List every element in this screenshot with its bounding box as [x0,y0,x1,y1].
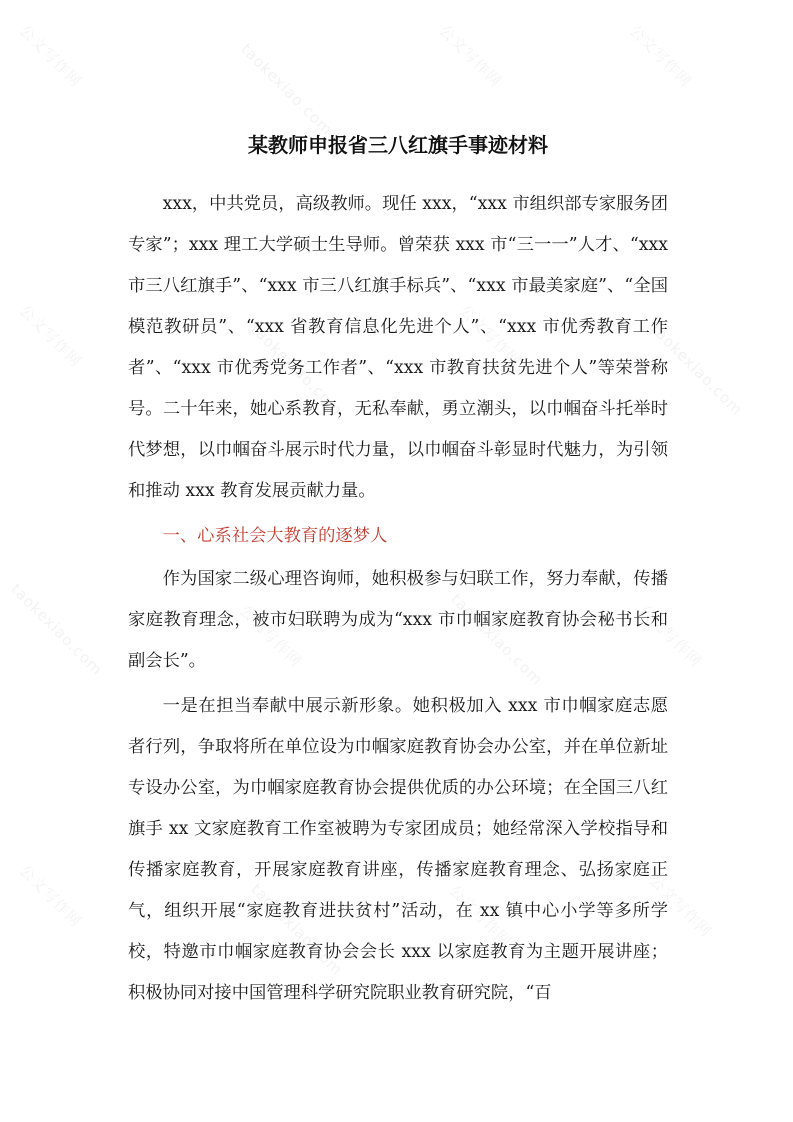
document-title: 某教师申报省三八红旗手事迹材料 [248,133,548,157]
section-paragraph: 作为国家二级心理咨询师，她积极参与妇联工作，努力奉献，传播家庭教育理念，被市妇联聘为成为“xxx 市巾帼家庭教育协会秘书长和副会长”。 [128,569,668,671]
watermark-text: taokexiao.com [247,880,347,980]
watermark-text: 公文写作网 [235,601,306,671]
watermark-text: 公文写作网 [455,301,526,371]
watermark-text: 公文写作网 [15,861,86,931]
watermark-text: 公文写作网 [645,871,716,941]
watermark-text: 公文写作网 [435,21,506,91]
watermark-text: taokexiao.com [447,590,547,690]
watermark-text: taokexiao.com [647,320,747,420]
intro-paragraph: xxx，中共党员，高级教师。现任 xxx，“xxx 市组织部专家服务团专家”；xxx 理工大学硕士生导师。曾荣获 xxx 市“三一一”人才、“xxx 市三八红旗手”、“xxx 市三八红旗手标兵”、“xxx 市最美家庭”、“全国模范教研员”、“xxx 省教育信息化先进个人”、“xxx 市优秀教育工作者”、“xxx 市优秀党务工作者”、“xxx 市教育扶贫先进个人”等荣誉称号。二十年来，她心系教育，无私奉献，勇立潮头，以巾帼奋斗托举时代梦想，以巾帼奋斗展示时代力量，以巾帼奋斗彰显时代魅力，为引领和推动 xxx 教育发展贡献力量。 [128,194,668,501]
watermark-text: taokexiao.com [247,320,347,420]
watermark-text: taokexiao.com [237,40,337,140]
watermark-text: 公文写作网 [15,21,86,91]
watermark-text: 公文写作网 [635,601,706,671]
section-paragraph: 一是在担当奉献中展示新形象。她积极加入 xxx 市巾帼家庭志愿者行列，争取将所在单位设为巾帼家庭教育协会办公室，并在单位新址专设办公室，为巾帼家庭教育协会提供优质的办公环境；在全国三八红旗手 xx 文家庭教育工作室被聘为专家团成员；她经常深入学校指导和传播家庭教育，开展家庭教育讲座，传播家庭教育理念、弘扬家庭正气，组织开展“家庭教育进扶贫村”活动，在 xx 镇中心小学等多所学校，特邀市巾帼家庭教育协会会长 xxx 以家庭教育为主题开展讲座；积极协同对接中国管理科学研究院职业教育研究院，“百 [128,696,668,1003]
section-heading: 一、心系社会大教育的逐梦人 [162,526,388,546]
watermark-text: 公文写作网 [15,301,86,371]
watermark-text: 公文写作网 [445,881,516,951]
watermark-text: 公文写作网 [625,21,696,91]
document-body [128,128,668,1014]
watermark-text: taokexiao.com [7,580,107,680]
